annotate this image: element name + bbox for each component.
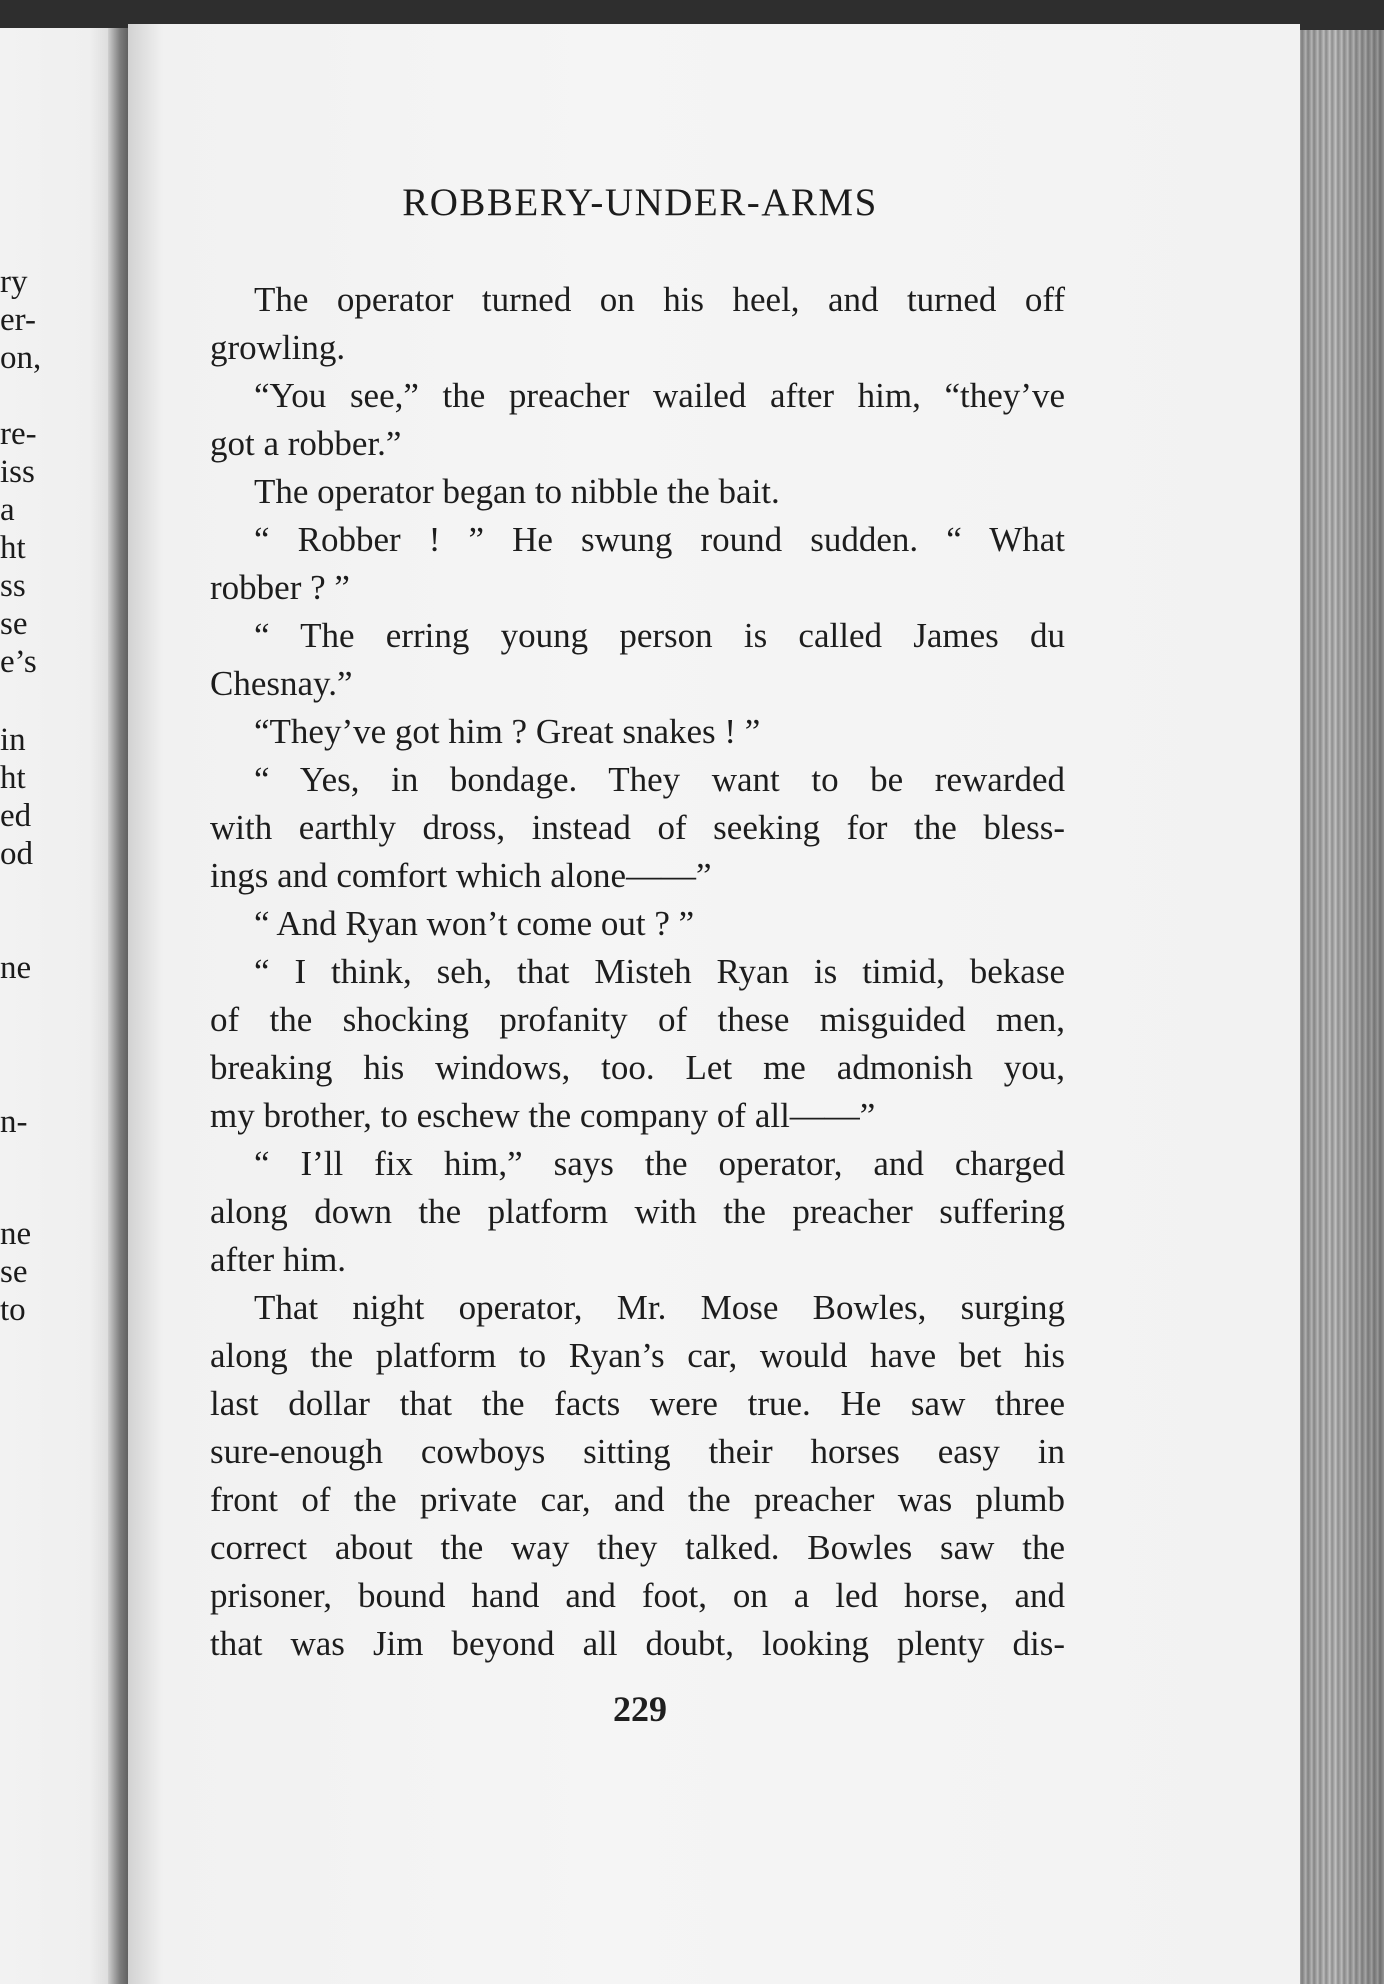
text-line: Chesnay.” — [210, 664, 353, 703]
text-line: that was Jim beyond all doubt, looking plenty dis- — [210, 1624, 1065, 1663]
text-line: “ And Ryan won’t come out ? ” — [254, 904, 695, 943]
left-page-fragment: se — [0, 606, 28, 642]
left-page-fragment: re- — [0, 416, 37, 452]
text-line: “You see,” the preacher wailed after him, “they’ve — [254, 376, 1065, 415]
text-line: “ Yes, in bondage. They want to be rewarded — [254, 760, 1065, 799]
text-line: That night operator, Mr. Mose Bowles, surging — [254, 1288, 1065, 1327]
left-page-fragment: in — [0, 722, 26, 758]
text-line: “ I’ll fix him,” says the operator, and charged — [254, 1144, 1065, 1183]
left-page-fragment: ne — [0, 1216, 32, 1252]
left-page-fragment: ht — [0, 760, 26, 796]
page-number: 229 — [613, 1689, 667, 1729]
text-line: after him. — [210, 1240, 347, 1279]
text-line: got a robber.” — [210, 424, 402, 463]
text-line: ings and comfort which alone——” — [210, 856, 712, 895]
text-line: robber ? ” — [210, 568, 350, 607]
text-line: correct about the way they talked. Bowles saw the — [210, 1528, 1065, 1567]
text-line: The operator began to nibble the bait. — [254, 472, 780, 511]
text-line: along the platform to Ryan’s car, would have bet his — [210, 1336, 1065, 1375]
text-line: growling. — [210, 328, 346, 367]
left-page-fragment: e’s — [0, 644, 37, 680]
left-page-fragment: n- — [0, 1104, 28, 1140]
text-line: with earthly dross, instead of seeking for the bless- — [210, 808, 1065, 847]
left-page-text-fragments — [0, 28, 100, 1984]
page-edges-shadow — [1300, 30, 1384, 1984]
book-gutter — [108, 28, 130, 1984]
left-page-fragment: iss — [0, 454, 35, 490]
running-head: ROBBERY-UNDER-ARMS — [402, 181, 878, 224]
text-line: sure-enough cowboys sitting their horses easy in — [210, 1432, 1065, 1471]
left-page-fragment: er- — [0, 302, 36, 338]
text-line: “ The erring young person is called James du — [254, 616, 1065, 655]
text-line: my brother, to eschew the company of all——” — [210, 1096, 876, 1135]
left-page-fragment: se — [0, 1254, 28, 1290]
left-page-fragment: ht — [0, 530, 26, 566]
text-line: last dollar that the facts were true. He saw three — [210, 1384, 1065, 1423]
text-line: prisoner, bound hand and foot, on a led horse, and — [210, 1576, 1065, 1615]
text-line: “They’ve got him ? Great snakes ! ” — [254, 712, 761, 751]
left-page-fragment: a — [0, 492, 15, 528]
text-line: along down the platform with the preacher suffering — [210, 1192, 1065, 1231]
text-line: The operator turned on his heel, and turned off — [254, 280, 1065, 319]
left-page-fragment: ss — [0, 568, 26, 604]
text-line: breaking his windows, too. Let me admonish you, — [210, 1048, 1065, 1087]
left-page-fragment: od — [0, 836, 33, 872]
text-line: of the shocking profanity of these misguided men, — [210, 1000, 1065, 1039]
left-page-fragment: on, — [0, 340, 42, 376]
body-text — [210, 276, 1065, 1668]
left-page-fragment: ed — [0, 798, 32, 834]
left-page-fragment: to — [0, 1292, 26, 1328]
text-line: “ Robber ! ” He swung round sudden. “ What — [254, 520, 1065, 559]
left-page-fragment: ry — [0, 264, 28, 300]
left-page-fragment: ne — [0, 950, 32, 986]
text-line: “ I think, seh, that Misteh Ryan is timid, bekase — [254, 952, 1065, 991]
text-line: front of the private car, and the preacher was plumb — [210, 1480, 1065, 1519]
